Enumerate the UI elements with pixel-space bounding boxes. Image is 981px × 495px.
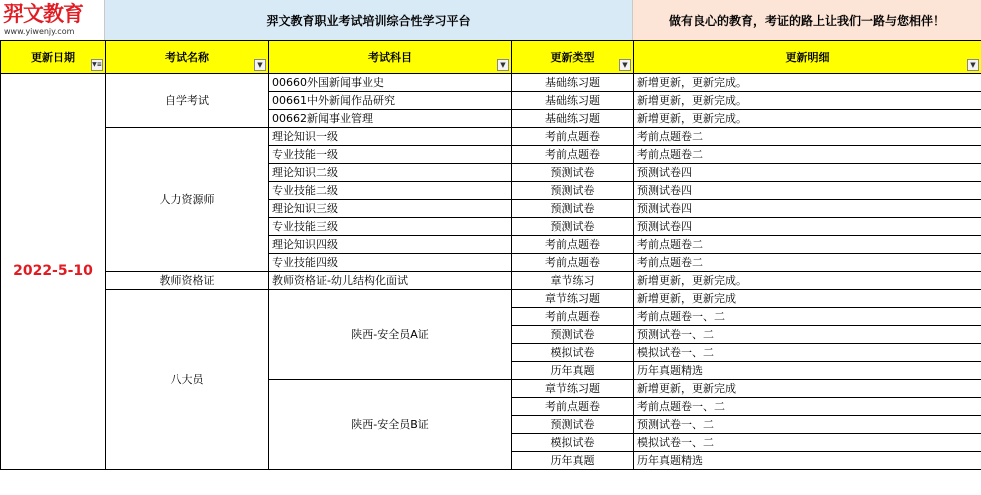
table-row <box>1 128 981 146</box>
type-cell: 基础练习题 <box>512 92 634 110</box>
detail-cell: 预测试卷四 <box>634 218 981 236</box>
top-banner <box>0 0 981 40</box>
type-cell: 基础练习题 <box>512 74 634 92</box>
header-detail <box>634 41 981 74</box>
logo <box>0 0 105 40</box>
dropdown-filter-icon[interactable]: ▼ <box>967 59 979 71</box>
exam-name: 人力资源师 <box>106 128 269 272</box>
detail-cell: 考前点题卷一、二 <box>634 398 981 416</box>
type-cell: 章节练习 <box>512 272 634 290</box>
detail-cell: 新增更新，更新完成。 <box>634 92 981 110</box>
subject-cell: 专业技能三级 <box>269 218 512 236</box>
type-cell: 历年真题 <box>512 452 634 470</box>
subject-cell: 00661中外新闻作品研究 <box>269 92 512 110</box>
type-cell: 考前点题卷 <box>512 308 634 326</box>
table-row <box>1 272 981 290</box>
header-subject <box>269 41 512 74</box>
header-row <box>1 41 981 74</box>
detail-cell: 预测试卷一、二 <box>634 326 981 344</box>
header-exam-label: 考试名称 <box>165 50 209 64</box>
subject-cell: 陕西-安全员A证 <box>269 290 512 380</box>
detail-cell: 考前点题卷二 <box>634 146 981 164</box>
header-exam <box>106 41 269 74</box>
exam-name: 八大员 <box>106 290 269 470</box>
subject-cell: 00662新闻事业管理 <box>269 110 512 128</box>
type-cell: 预测试卷 <box>512 416 634 434</box>
header-detail-label: 更新明细 <box>785 50 830 64</box>
detail-cell: 新增更新，更新完成 <box>634 380 981 398</box>
subject-cell: 理论知识二级 <box>269 164 512 182</box>
detail-cell: 新增更新，更新完成。 <box>634 110 981 128</box>
type-cell: 模拟试卷 <box>512 344 634 362</box>
detail-cell: 考前点题卷二 <box>634 128 981 146</box>
subject-cell: 专业技能二级 <box>269 182 512 200</box>
detail-cell: 考前点题卷二 <box>634 236 981 254</box>
table-row <box>1 74 981 92</box>
subject-cell: 理论知识一级 <box>269 128 512 146</box>
detail-cell: 预测试卷一、二 <box>634 416 981 434</box>
detail-cell: 新增更新，更新完成。 <box>634 272 981 290</box>
subject-cell: 教师资格证-幼儿结构化面试 <box>269 272 512 290</box>
logo-url: www.yiwenjy.com <box>4 27 75 36</box>
detail-cell: 预测试卷四 <box>634 200 981 218</box>
type-cell: 考前点题卷 <box>512 254 634 272</box>
detail-cell: 模拟试卷一、二 <box>634 344 981 362</box>
subject-cell: 00660外国新闻事业史 <box>269 74 512 92</box>
type-cell: 历年真题 <box>512 362 634 380</box>
type-cell: 预测试卷 <box>512 182 634 200</box>
type-cell: 考前点题卷 <box>512 146 634 164</box>
type-cell: 基础练习题 <box>512 110 634 128</box>
detail-cell: 预测试卷四 <box>634 182 981 200</box>
type-cell: 考前点题卷 <box>512 398 634 416</box>
dropdown-filter-icon[interactable]: ▼ <box>497 59 509 71</box>
type-cell: 章节练习题 <box>512 380 634 398</box>
detail-cell: 历年真题精选 <box>634 452 981 470</box>
detail-cell: 模拟试卷一、二 <box>634 434 981 452</box>
dropdown-filter-icon[interactable]: ▼ <box>254 59 266 71</box>
header-date-label: 更新日期 <box>31 50 75 64</box>
detail-cell: 历年真题精选 <box>634 362 981 380</box>
table-row <box>1 290 981 308</box>
subject-cell: 陕西-安全员B证 <box>269 380 512 470</box>
type-cell: 考前点题卷 <box>512 236 634 254</box>
type-cell: 章节练习题 <box>512 290 634 308</box>
subject-cell: 理论知识四级 <box>269 236 512 254</box>
header-type <box>512 41 634 74</box>
filter-applied-icon[interactable]: ▼≡ <box>91 59 103 71</box>
dropdown-filter-icon[interactable]: ▼ <box>619 59 631 71</box>
header-type-label: 更新类型 <box>550 50 595 64</box>
type-cell: 模拟试卷 <box>512 434 634 452</box>
exam-name: 教师资格证 <box>106 272 269 290</box>
type-cell: 预测试卷 <box>512 200 634 218</box>
header-subject-label: 考试科目 <box>368 50 412 64</box>
detail-cell: 新增更新，更新完成。 <box>634 74 981 92</box>
subject-cell: 专业技能一级 <box>269 146 512 164</box>
type-cell: 预测试卷 <box>512 326 634 344</box>
type-cell: 预测试卷 <box>512 218 634 236</box>
detail-cell: 考前点题卷一、二 <box>634 308 981 326</box>
logo-text: 羿文教育 <box>3 1 83 26</box>
subject-cell: 理论知识三级 <box>269 200 512 218</box>
exam-name: 自学考试 <box>106 74 269 128</box>
platform-title: 羿文教育职业考试培训综合性学习平台 <box>105 0 633 40</box>
update-date: 2022-5-10 <box>1 74 106 470</box>
detail-cell: 预测试卷四 <box>634 164 981 182</box>
slogan: 做有良心的教育，考证的路上让我们一路与您相伴！ <box>633 0 981 40</box>
type-cell: 考前点题卷 <box>512 128 634 146</box>
type-cell: 预测试卷 <box>512 164 634 182</box>
update-table <box>0 40 981 470</box>
subject-cell: 专业技能四级 <box>269 254 512 272</box>
detail-cell: 新增更新，更新完成 <box>634 290 981 308</box>
detail-cell: 考前点题卷二 <box>634 254 981 272</box>
header-date <box>1 41 106 74</box>
